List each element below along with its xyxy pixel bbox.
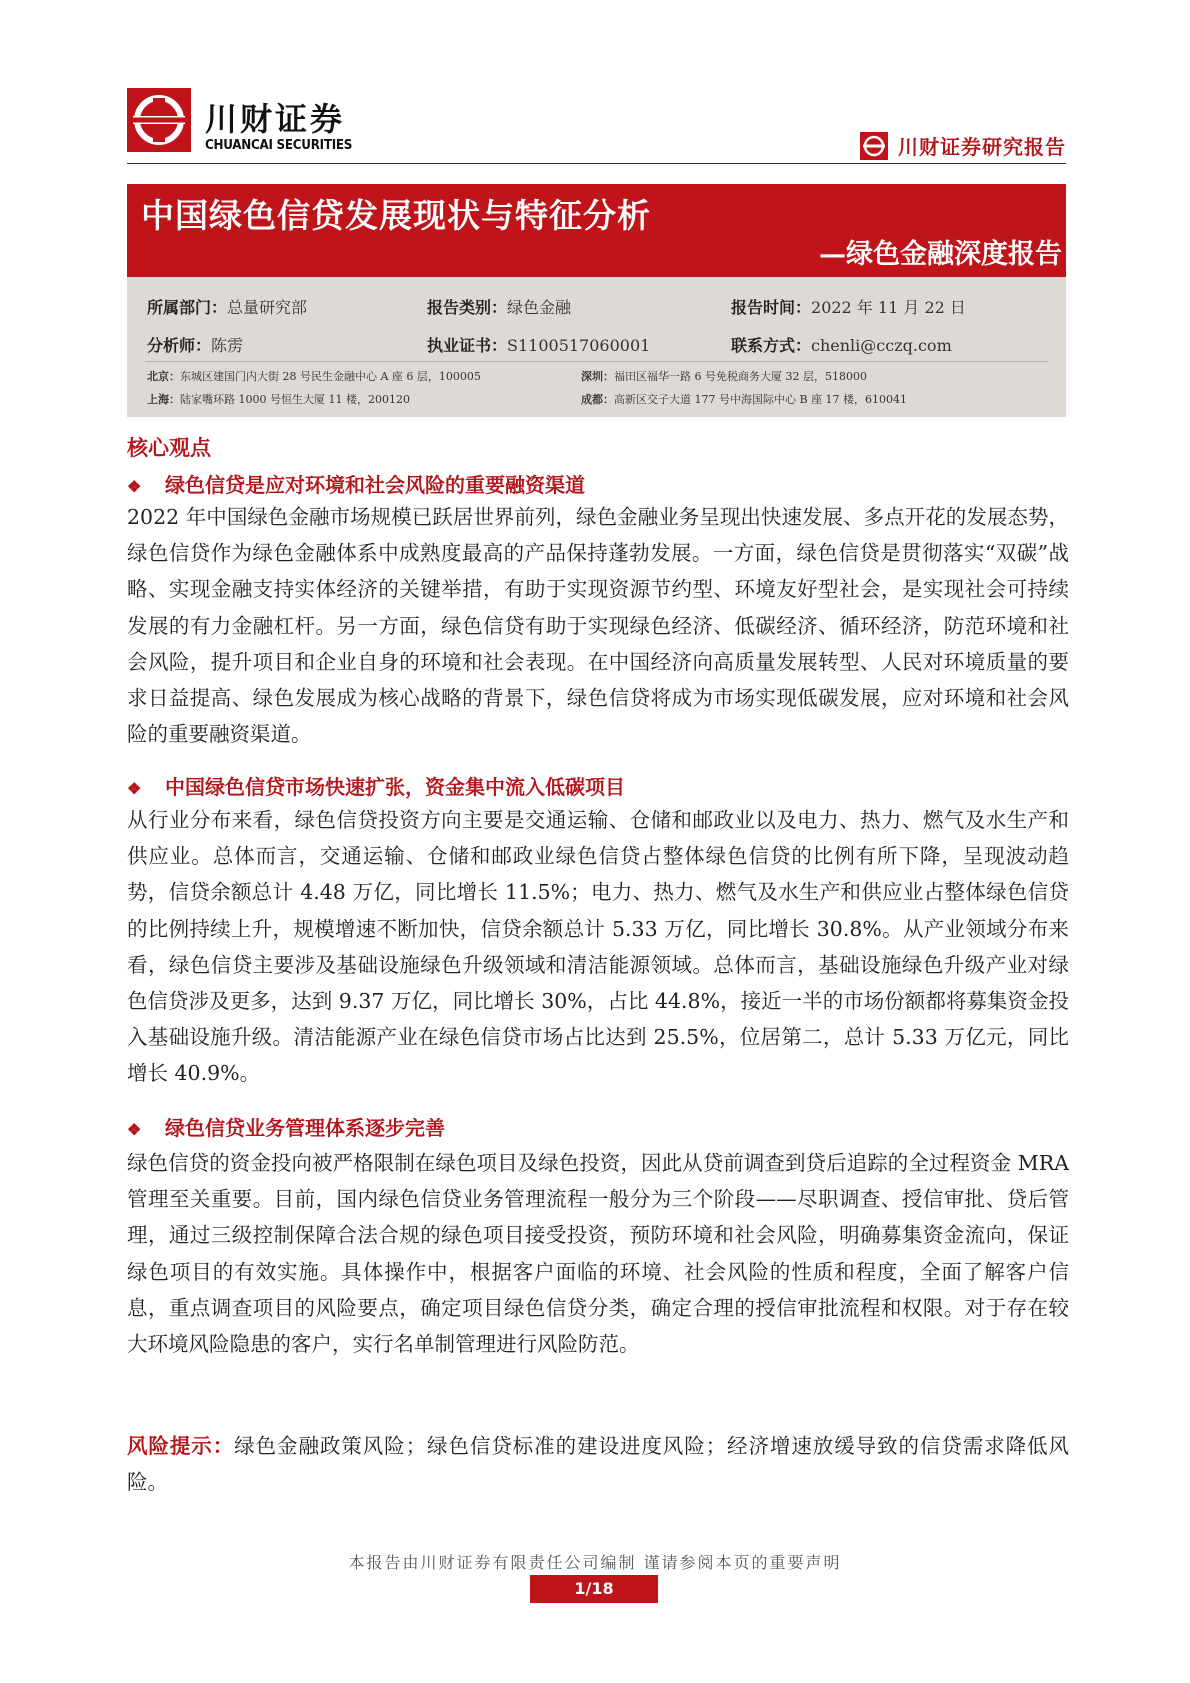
section-title: 核心观点: [127, 435, 211, 460]
date-info: [731, 295, 966, 318]
address-beijing: [147, 368, 481, 384]
analyst-info: [147, 333, 243, 356]
contact-info: [731, 333, 952, 356]
company-logo: [127, 88, 363, 162]
logo-english-name: CHUANCAI SECURITIES: [205, 138, 353, 153]
dept-info: [147, 295, 307, 318]
analyst-label: 分析师：: [147, 336, 212, 355]
brand-label: 川财证券研究报告: [898, 135, 1066, 159]
point-heading-3: [127, 1112, 445, 1141]
analyst-value: 陈雳: [211, 336, 244, 355]
point-heading-text: 中国绿色信贷市场快速扩张，资金集中流入低碳项目: [165, 775, 625, 799]
category-info: [427, 295, 571, 318]
point-heading-1: [127, 469, 585, 498]
address-shanghai: [147, 391, 410, 407]
category-value: 绿色金融: [507, 298, 572, 317]
point-heading-text: 绿色信贷业务管理体系逐步完善: [165, 1116, 445, 1140]
header-divider: [127, 163, 1066, 164]
date-value: 2022 年 11 月 22 日: [811, 298, 966, 317]
category-label: 报告类别：: [427, 298, 508, 317]
address-text: 福田区福华一路 6 号免税商务大厦 32 层，518000: [614, 370, 867, 383]
point-heading-text: 绿色信贷是应对环境和社会风险的重要融资渠道: [165, 473, 585, 497]
address-shenzhen: [581, 368, 867, 384]
address-chengdu: [581, 391, 907, 407]
cert-value: S1100517060001: [507, 336, 651, 355]
dept-value: 总量研究部: [227, 298, 308, 317]
point-paragraph-3: 绿色信贷的资金投向被严格限制在绿色项目及绿色投资，因此从贷前调查到贷后追踪的全过程资金 MRA 管理至关重要。目前，国内绿色信贷业务管理流程一般分为三个阶段——尽职调查、授信审批、贷后管理，通过三级控制保障合法合规的绿色项目接受投资，预防环境和社会风险，明确募集资金流向，保证绿色项目的有效实施。具体操作中，根据客户面临的环境、社会风险的性质和程度，全面了解客户信息，重点调查项目的风险要点，确定项目绿色信贷分类，确定合理的授信审批流程和权限。对于存在较大环境风险隐患的客户，实行名单制管理进行风险防范。: [127, 1151, 1069, 1357]
point-heading-2: [127, 771, 625, 800]
title-band: [127, 184, 1066, 277]
footer-statement: 本报告由川财证券有限责任公司编制 谨请参阅本页的重要声明: [348, 1553, 842, 1572]
address-city: 成都：: [581, 393, 614, 406]
date-label: 报告时间：: [731, 298, 812, 317]
cert-info: [427, 333, 650, 356]
contact-value[interactable]: chenli@cczq.com: [811, 336, 952, 355]
diamond-bullet-icon: ❖: [127, 477, 142, 496]
report-subtitle: —绿色金融深度报告: [819, 239, 1062, 270]
risk-label: 风险提示：: [127, 1434, 235, 1458]
report-title: 中国绿色信贷发展现状与特征分析: [141, 196, 651, 235]
risk-text: 绿色金融政策风险；绿色信贷标准的建设进度风险；经济增速放缓导致的信贷需求降低风险。: [127, 1434, 1070, 1494]
cert-label: 执业证书：: [427, 336, 508, 355]
contact-label: 联系方式：: [731, 336, 812, 355]
info-divider: [145, 361, 1048, 362]
address-text: 陆家嘴环路 1000 号恒生大厦 11 楼，200120: [180, 393, 410, 406]
address-city: 上海：: [147, 393, 180, 406]
point-paragraph-1: 2022 年中国绿色金融市场规模已跃居世界前列，绿色金融业务呈现出快速发展、多点开花的发展态势，绿色信贷作为绿色金融体系中成熟度最高的产品保持蓬勃发展。一方面，绿色信贷是贯彻落实“双碳”战略、实现金融支持实体经济的关键举措，有助于实现资源节约型、环境友好型社会，是实现社会可持续发展的有力金融杠杆。另一方面，绿色信贷有助于实现绿色经济、低碳经济、循环经济，防范环境和社会风险，提升项目和企业自身的环境和社会表现。在中国经济向高质量发展转型、人民对环境质量的要求日益提高、绿色发展成为核心战略的背景下，绿色信贷将成为市场实现低碳发展，应对环境和社会风险的重要融资渠道。: [127, 505, 1069, 747]
dept-label: 所属部门：: [147, 298, 228, 317]
address-city: 深圳：: [581, 370, 614, 383]
diamond-bullet-icon: ❖: [127, 1120, 142, 1139]
chuancai-logo-icon: [127, 88, 191, 152]
point-paragraph-2: 从行业分布来看，绿色信贷投资方向主要是交通运输、仓储和邮政业以及电力、热力、燃气及水生产和供应业。总体而言，交通运输、仓储和邮政业绿色信贷占整体绿色信贷的比例有所下降，呈现波动趋势，信贷余额总计 4.48 万亿，同比增长 11.5%；电力、热力、燃气及水生产和供应业占整体绿色信贷的比例持续上升，规模增速不断加快，信贷余额总计 5.33 万亿，同比增长 30.8%。从产业领域分布来看，绿色信贷主要涉及基础设施绿色升级领域和清洁能源领域。总体而言，基础设施绿色升级产业对绿色信贷涉及更多，达到 9.37 万亿，同比增长 30%，占比 44.8%，接近一半的市场份额都将募集资金投入基础设施升级。清洁能源产业在绿色信贷市场占比达到 25.5%，位居第二，总计 5.33 万亿元，同比增长 40.9%。: [127, 808, 1069, 1086]
brand-mini-logo-icon: [860, 132, 888, 160]
logo-chinese-name: 川财证券: [205, 100, 346, 138]
page-number: 1/18: [530, 1575, 658, 1603]
info-panel: [127, 277, 1066, 417]
report-brand: [860, 131, 1066, 160]
address-text: 东城区建国门内大街 28 号民生金融中心 A 座 6 层，100005: [180, 370, 481, 383]
address-city: 北京：: [147, 370, 180, 383]
address-text: 高新区交子大道 177 号中海国际中心 B 座 17 楼，610041: [614, 393, 908, 406]
diamond-bullet-icon: ❖: [127, 779, 142, 798]
risk-notice: [127, 1428, 1069, 1500]
